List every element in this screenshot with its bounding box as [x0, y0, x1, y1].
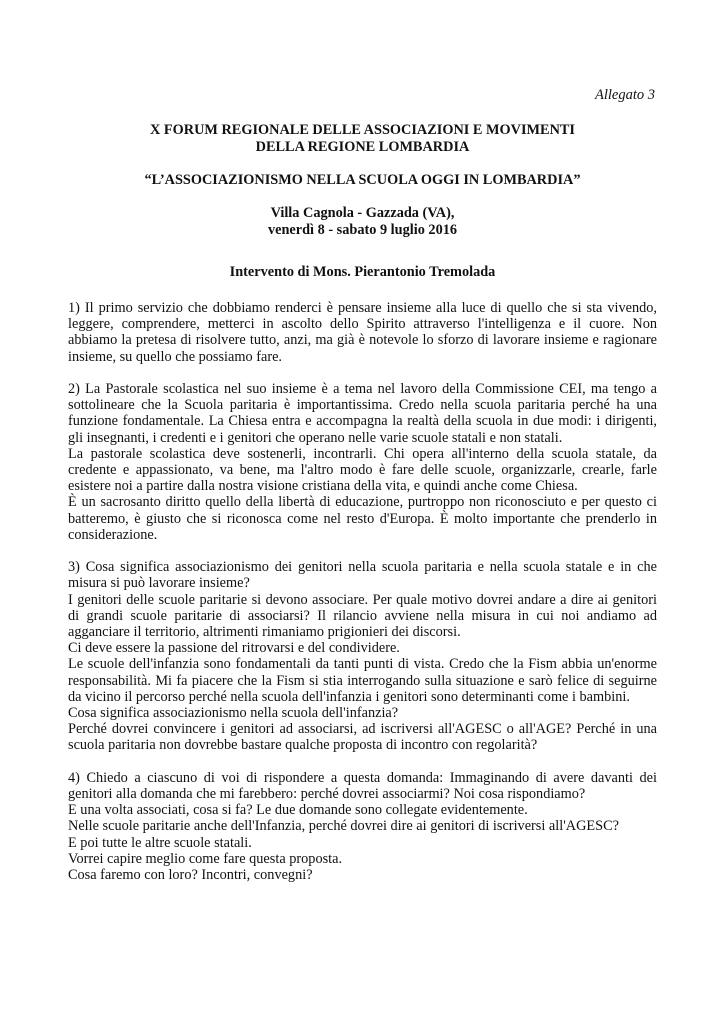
paragraph-2: [68, 381, 657, 543]
paragraph-line: Cosa faremo con loro? Incontri, convegni?: [68, 867, 313, 884]
paragraph-line: È un sacrosanto diritto quello della libertà di educazione, purtroppo non riconosciuto e per questo ci batteremo, è giusto che si riconosca come nel resto d'Europa. È molto importante che prenderlo in considerazione.: [68, 494, 657, 543]
forum-title: [68, 122, 657, 155]
paragraph-line: E poi tutte le altre scuole statali.: [68, 834, 252, 851]
date-line: venerdì 8 - sabato 9 luglio 2016: [267, 221, 458, 238]
paragraph-line: 4) Chiedo a ciascuno di voi di rispondere a questa domanda: Immaginando di avere davanti dei genitori alla domanda che mi farebbero: perché dovrei associarmi? Noi cosa rispondiamo?: [68, 769, 657, 803]
paragraph-1: [68, 300, 657, 365]
speech-body: [68, 300, 657, 899]
paragraph-line: 2) La Pastorale scolastica nel suo insieme è a tema nel lavoro della Commissione CEI, ma tengo a sottolineare che la Scuola paritaria è importantissima. Credo nella scuola paritaria perché ha una funzione fondamentale. La Chiesa entra e accompagna la realtà della scuola in due modi: i dirigenti, gli insegnanti, i credenti e i genitori che operano nelle varie scuole statali e non statali.: [68, 381, 657, 446]
paragraph-4: [68, 770, 657, 883]
venue-date: [68, 205, 657, 238]
paragraph-line: Vorrei capire meglio come fare questa proposta.: [68, 850, 343, 867]
paragraph-line: Cosa significa associazionismo nella scuola dell'infanzia?: [68, 705, 399, 722]
paragraph-line: 1) Il primo servizio che dobbiamo renderci è pensare insieme alla luce di quello che si sta vivendo, leggere, comprendere, metterci in ascolto dello Spirito attraverso l'intelligenza e il cuore. Non abbiamo la pretesa di risolvere tutto, anzi, ma già è notevole lo sforzo di lavorare insieme e ragionare insieme, su quello che possiamo fare.: [68, 300, 657, 365]
paragraph-line: Perché dovrei convincere i genitori ad associarsi, ad iscriversi all'AGESC o all'AGE? Perché in una scuola paritaria non dovrebbe bastare qualche proposta di incontro con regolarità?: [68, 721, 657, 754]
venue-line: Villa Cagnola - Gazzada (VA),: [270, 205, 455, 221]
paragraph-line: I genitori delle scuole paritarie si devono associare. Per quale motivo dovrei andare a dire ai genitori di grandi scuole paritarie di associarsi? Il rilancio avviene nella misura in cui noi andiamo ad agganciare il territorio, altrimenti rimaniamo prigionieri dei discorsi.: [68, 591, 657, 641]
forum-title-line: DELLA REGIONE LOMBARDIA: [255, 138, 470, 155]
paragraph-line: Ci deve essere la passione del ritrovarsi e del condividere.: [68, 640, 400, 657]
forum-title-line: X FORUM REGIONALE DELLE ASSOCIAZIONI E MOVIMENTI: [150, 122, 575, 138]
speech-title: Intervento di Mons. Pierantonio Tremolada: [229, 264, 496, 280]
theme-title: “L’ASSOCIAZIONISMO NELLA SCUOLA OGGI IN LOMBARDIA”: [144, 172, 581, 188]
paragraph-line: Le scuole dell'infanzia sono fondamentali da tanti punti di vista. Credo che la Fism abbia un'enorme responsabilità. Mi fa piacere che la Fism si stia interrogando sulla situazione e sarò felice di seguirne da vicino il percorso perché nella scuola dell'infanzia i genitori sono determinanti come i bambini.: [68, 656, 657, 705]
paragraph-line: 3) Cosa significa associazionismo dei genitori nella scuola paritaria e nella scuola statale e in che misura si può lavorare insieme?: [68, 559, 657, 592]
attachment-label: Allegato 3: [594, 87, 655, 103]
paragraph-line: La pastorale scolastica deve sostenerli, incontrarli. Chi opera all'interno della scuola statale, da credente e appassionato, va bene, ma l'altro modo è fare delle scuole, organizzarle, crearle, farle esistere noi a partire dalla nostra visione cristiana della vita, e quindi anche come Chiesa.: [68, 445, 657, 495]
paragraph-3: [68, 559, 657, 753]
paragraph-line: E una volta associati, cosa si fa? Le due domande sono collegate evidentemente.: [68, 802, 528, 819]
paragraph-line: Nelle scuole paritarie anche dell'Infanzia, perché dovrei dire ai genitori di iscriversi all'AGESC?: [68, 818, 619, 835]
